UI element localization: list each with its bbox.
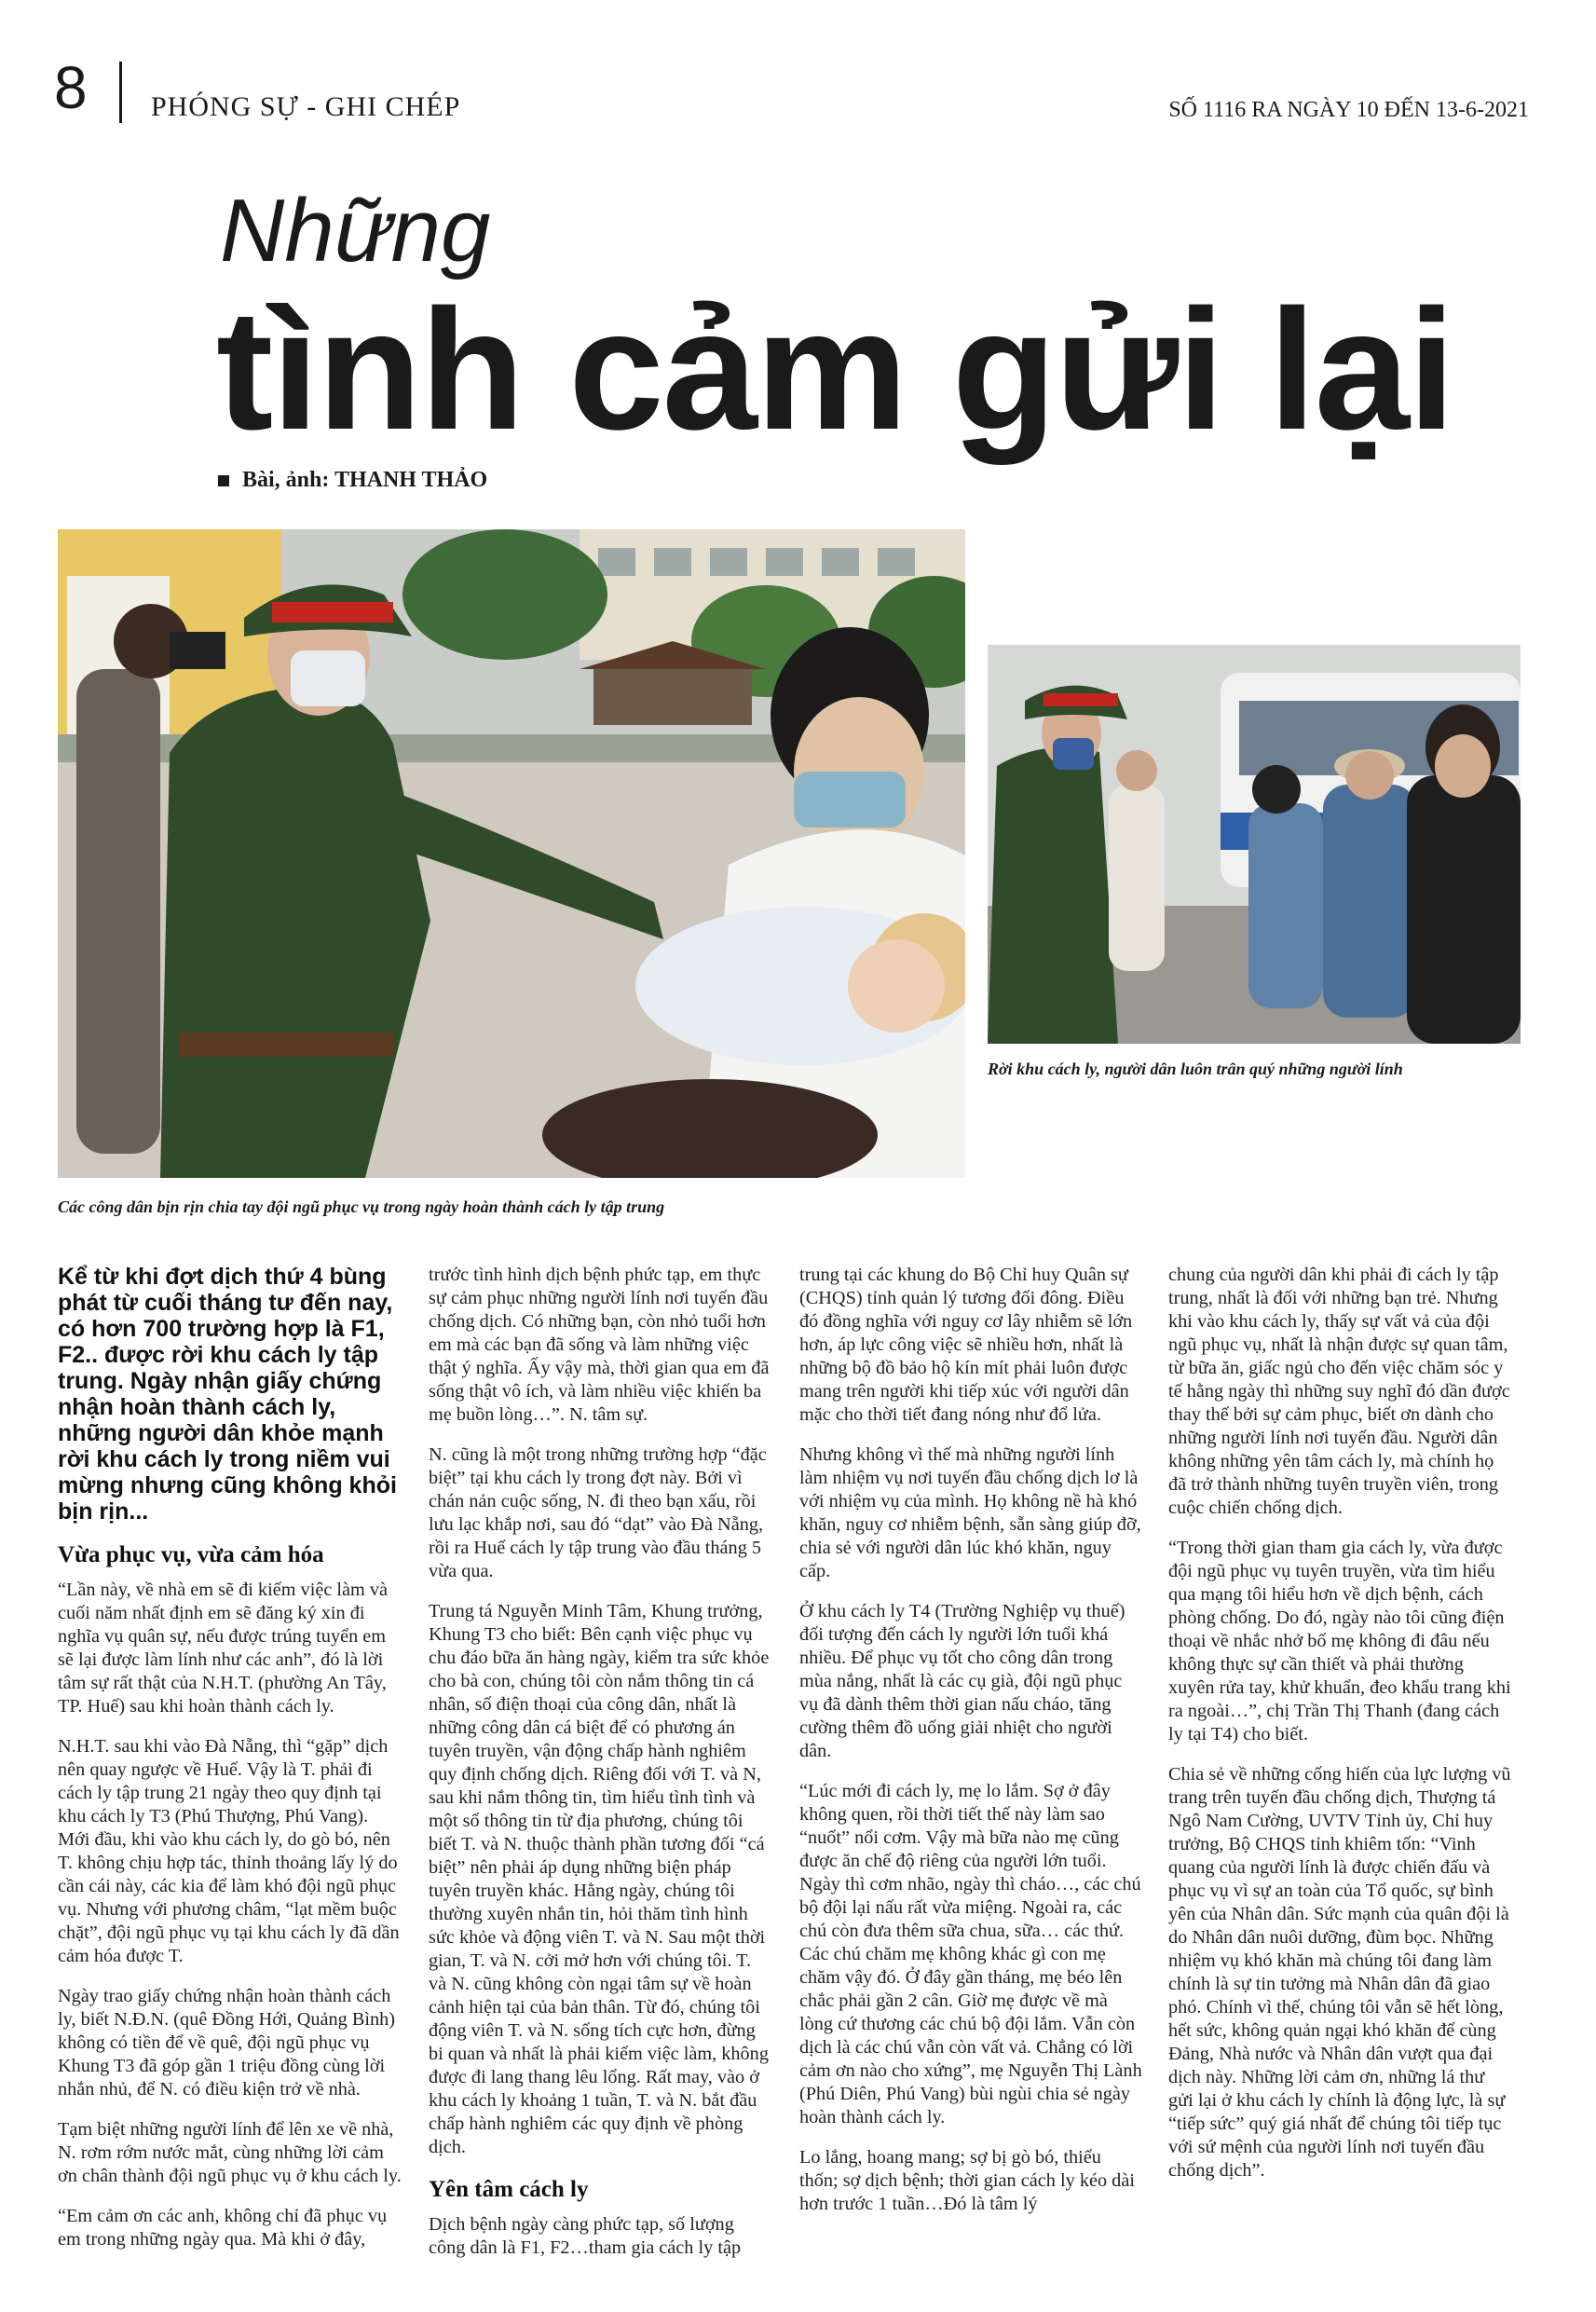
main-photo bbox=[58, 529, 965, 1178]
byline-bullet-icon bbox=[218, 475, 229, 486]
body-paragraph: “Em cảm ơn các anh, không chỉ đã phục vụ em trong những ngày qua. Mà khi ở đây, bbox=[58, 2206, 388, 2250]
body-paragraph: Lo lắng, hoang mang; sợ bị gò bó, thiếu thốn; sợ dịch bệnh; thời gian cách ly kéo dài hơn trước 1 tuần…Đó là tâm lý bbox=[799, 2147, 1135, 2214]
body-paragraph: Ngày trao giấy chứng nhận hoàn thành cách ly, biết N.Đ.N. (quê Đồng Hới, Quảng Bình) không có tiền để về quê, đội ngũ phục vụ Khung T3 đã góp gần 1 triệu đồng cùng lời nhắn nhủ, để N. có điều kiện trở về nhà. bbox=[58, 1986, 396, 2100]
issue-info: SỐ 1116 RA NGÀY 10 ĐẾN 13-6-2021 bbox=[1168, 98, 1529, 122]
byline-label: Bài, ảnh: bbox=[242, 468, 330, 492]
body-paragraph: Ở khu cách ly T4 (Trường Nghiệp vụ thuế) đối tượng đến cách ly người lớn tuổi khá nhiều. Để phục vụ tốt cho công dân trong mùa nắng, nhất là các cụ già, đội ngũ phục vụ đã dành thêm thời gian nấu cháo, tăng cường thêm đồ uống giải nhiệt cho người dân. bbox=[799, 1601, 1125, 1761]
lead-paragraph: Kể từ khi đợt dịch thứ 4 bùng phát từ cuối tháng tư đến nay, có hơn 700 trường hợp là F1, F2.. được rời khu cách ly tập trung. Ngày nhận giấy chứng nhận hoàn thành cách ly, những người dân khỏe mạnh rời khu cách ly trong niềm vui mừng nhưng cũng không khỏi bịn rịn... bbox=[58, 1264, 397, 1525]
byline-author: THANH THẢO bbox=[334, 468, 488, 492]
article-column-4 bbox=[1168, 1264, 1513, 2199]
body-paragraph: chung của người dân khi phải đi cách ly tập trung, nhất là đối với những bạn trẻ. Nhưng khi vào khu cách ly, thấy sự vất vả của đội ngũ phục vụ, nhất là nhận được sự quan tâm, từ bữa ăn, giấc ngủ cho đến việc chăm sóc y tế hằng ngày thì những suy nghĩ đó dần được thay thế bởi sự cảm phục, biết ơn dành cho những người lính nơi tuyến đầu. Người dân không những yên tâm cách ly, mà chính họ đã trở thành những tuyên truyền viên, trong cuộc chiến chống dịch. bbox=[1168, 1265, 1510, 1518]
body-paragraph: N. cũng là một trong những trường hợp “đặc biệt” tại khu cách ly trong đợt này. Bởi vì chán nản cuộc sống, N. đi theo bạn xấu, rồi lưu lạc khắp nơi, sau đó “dạt” vào Đà Nẵng, rồi ra Huế cách ly tập trung vào đầu tháng 5 vừa qua. bbox=[429, 1444, 767, 1581]
body-paragraph: Chia sẻ về những cống hiến của lực lượng vũ trang trên tuyến đầu chống dịch, Thượng tá Ngô Nam Cường, UVTV Tỉnh ủy, Chỉ huy trưởng, Bộ CHQS tỉnh khiêm tốn: “Vinh quang của người lính là được chiến đấu và phục vụ vì sự an toàn của Tổ quốc, sự bình yên của Nhân dân. Sức mạnh của quân đội là do Nhân dân nuôi dưỡng, đùm bọc. Những nhiệm vụ khó khăn mà chúng tôi đang làm chính là sự tin tưởng mà Nhân dân đã giao phó. Chính vì thế, chúng tôi vẫn sẽ hết lòng, hết sức, không quản ngại khó khăn để cùng Đảng, Nhà nước và Nhân dân vượt qua đại dịch này. Những lời cảm ơn, những lá thư gửi lại ở khu cách ly chính là động lực, là sự “tiếp sức” quý giá nhất để chúng tôi tiếp tục với sứ mệnh của người lính nơi tuyến đầu chống dịch”. bbox=[1168, 1764, 1511, 2181]
subheading-serve-and-persuade: Vừa phục vụ, vừa cảm hóa bbox=[58, 1542, 324, 1567]
side-photo-caption: Rời khu cách ly, người dân luôn trân quý những người lính bbox=[988, 1060, 1403, 1078]
article-column-1 bbox=[58, 1264, 402, 2268]
body-paragraph: N.H.T. sau khi vào Đà Nẵng, thì “gặp” dịch nên quay ngược về Huế. Vậy là T. phải đi cách ly tập trung 21 ngày theo quy định tại khu cách ly T3 (Phú Thượng, Phú Vang). Mới đầu, khi vào khu cách ly, do gò bó, nên T. không chịu hợp tác, thỉnh thoảng lấy lý do cần cái này, các kia để làm khó đội ngũ phục vụ. Nhưng với phương châm, “lạt mềm buộc chặt”, đội ngũ phục vụ tại khu cách ly đã dần cảm hóa được T. bbox=[58, 1736, 400, 1966]
body-paragraph: Trung tá Nguyễn Minh Tâm, Khung trưởng, Khung T3 cho biết: Bên cạnh việc phục vụ chu đáo bữa ăn hàng ngày, kiểm tra sức khỏe cho bà con, chúng tôi còn nắm thông tin cá nhân, số điện thoại của công dân, nhất là những công dân cá biệt để có phương án tuyên truyền, vận động chấp hành nghiêm quy định chống dịch. Riêng đối với T. và N, sau khi nắm thông tin, tìm hiểu tình tình và một số thông tin từ địa phương, chúng tôi biết T. và N. thuộc thành phần tương đối “cá biệt” nên phải áp dụng những biện pháp tuyên truyền khác. Hằng ngày, chúng tôi thường xuyên nhắn tin, hỏi thăm tình hình sức khỏe và động viên T. và N. Sau một thời gian, T. và N. cởi mở hơn với chúng tôi. T. và N. cũng không còn ngại tâm sự về hoàn cảnh hiện tại của bản thân. Từ đó, chúng tôi động viên T. và N. sống tích cực hơn, đừng bi quan và nhất là phải kiếm việc làm, không được đi lang thang lêu lổng. Rất may, vào ở khu cách ly khoảng 1 tuần, T. và N. bắt đầu chấp hành nghiêm các quy định về phòng dịch. bbox=[429, 1601, 770, 2157]
article-column-2 bbox=[429, 1264, 773, 2277]
body-paragraph: trung tại các khung do Bộ Chỉ huy Quân sự (CHQS) tỉnh quản lý tương đối đông. Điều đó đồng nghĩa với nguy cơ lây nhiễm sẽ lớn hơn, áp lực công việc sẽ nhiều hơn, nhất là những bộ đồ bảo hộ kín mít phải luôn được mang trên người khi tiếp xúc với người dân mặc cho thời tiết đang nóng như đổ lửa. bbox=[799, 1265, 1133, 1425]
byline bbox=[218, 466, 487, 494]
section-label: PHÓNG SỰ - GHI CHÉP bbox=[151, 91, 461, 122]
body-paragraph: “Trong thời gian tham gia cách ly, vừa được đội ngũ phục vụ tuyên truyền, vừa tìm hiểu qua mạng tôi hiểu hơn về dịch bệnh, cách phòng chống. Do đó, ngày nào tôi cũng điện thoại về nhắc nhở bố mẹ không đi đâu nếu không thực sự cần thiết và phải thường xuyên rửa tay, khử khuẩn, đeo khẩu trang khi ra ngoài…”, chị Trần Thị Thanh (đang cách ly tại T4) cho biết. bbox=[1168, 1538, 1511, 1744]
body-paragraph: Tạm biệt những người lính để lên xe về nhà, N. rơm rớm nước mắt, cùng những lời cảm ơn chân thành đội ngũ phục vụ ở khu cách ly. bbox=[58, 2119, 402, 2186]
body-paragraph: “Lúc mới đi cách ly, mẹ lo lắm. Sợ ở đây không quen, rồi thời tiết thế này làm sao “nuốt” nổi cơm. Vậy mà bữa nào mẹ cũng được ăn chế độ riêng của người lớn tuổi. Ngày thì cơm nhão, ngày thì cháo…, các chú bộ đội lại nấu rất vừa miệng. Ngoài ra, các chú còn đưa thêm sữa chua, sữa… các thứ. Các chú chăm mẹ không khác gì con mẹ chăm vậy đó. Ở đây gần tháng, mẹ béo lên chắc phải gần 2 cân. Giờ mẹ được về mà lòng cứ thương các chú bộ đội lắm. Vẫn còn dịch là các chú vẫn còn vất vả. Chẳng có lời cảm ơn nào cho xứng”, mẹ Nguyễn Thị Lành (Phú Diên, Phú Vang) bùi ngùi chia sẻ ngày hoàn thành cách ly. bbox=[799, 1781, 1142, 2127]
header-divider bbox=[119, 62, 122, 123]
subheading-quarantine-reassurance: Yên tâm cách ly bbox=[429, 2177, 589, 2202]
body-paragraph: Nhưng không vì thế mà những người lính làm nhiệm vụ nơi tuyến đầu chống dịch lơ là với nhiệm vụ của mình. Họ không nề hà khó khăn, nguy cơ nhiễm bệnh, sẵn sàng giúp đỡ, chia sẻ với người dân lúc khó khăn, nguy cấp. bbox=[799, 1444, 1141, 1581]
body-paragraph: “Lần này, về nhà em sẽ đi kiếm việc làm và cuối năm nhất định em sẽ đăng ký xin đi nghĩa vụ quân sự, nếu được trúng tuyển em sẽ lại được làm lính như các anh”, đó là lời tâm sự rất thật của N.H.T. (phường An Tây, TP. Huế) sau khi hoàn thành cách ly. bbox=[58, 1580, 389, 1717]
article-title-line2: tình cảm gửi lại bbox=[216, 273, 1454, 465]
body-paragraph: trước tình hình dịch bệnh phức tạp, em thực sự cảm phục những người lính nơi tuyến đầu chống dịch. Có những bạn, còn nhỏ tuổi hơn em mà các bạn đã sống và làm những việc thật ý nghĩa. Ấy vậy mà, thời gian qua em đã sống thật vô ích, và làm nhiều việc khiến ba mẹ buồn lòng…”. N. tâm sự. bbox=[429, 1265, 770, 1425]
page-number: 8 bbox=[54, 54, 88, 121]
body-paragraph: Dịch bệnh ngày càng phức tạp, số lượng công dân là F1, F2…tham gia cách ly tập bbox=[429, 2214, 742, 2258]
article-title-line1: Những bbox=[220, 181, 491, 280]
main-photo-caption: Các công dân bịn rịn chia tay đội ngũ phục vụ trong ngày hoàn thành cách ly tập trung bbox=[58, 1197, 665, 1216]
article-column-3 bbox=[799, 1264, 1144, 2233]
side-photo bbox=[988, 645, 1521, 1044]
